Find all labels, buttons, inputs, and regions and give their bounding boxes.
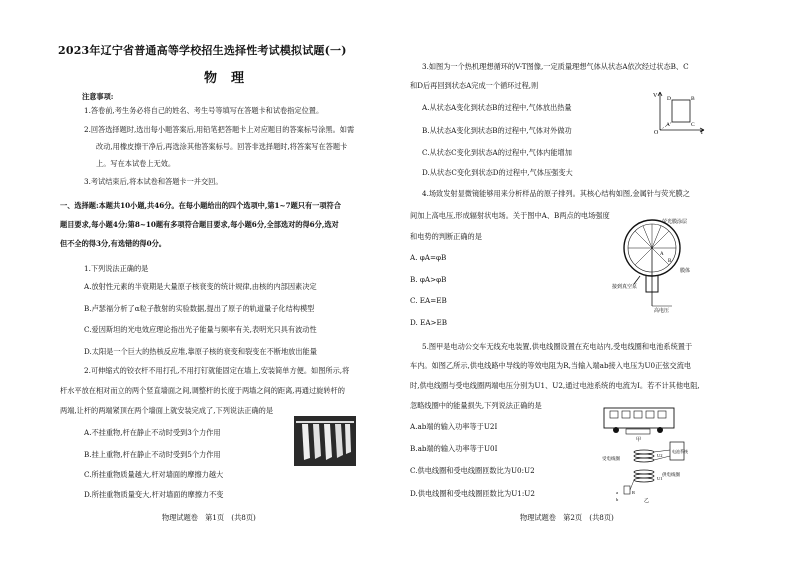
point-a-label: A: [666, 122, 670, 128]
q2-option: C.所挂重物质量越大,杆对墙面的摩擦力越大: [84, 470, 224, 479]
fig-label-supply-coil: 供电线圈: [662, 472, 680, 477]
exam-title: 2023年辽宁省普通高等学校招生选择性考试模拟试题(一): [58, 44, 347, 57]
q5-option: D.供电线圈和受电线圈匝数比为U1:U2: [410, 489, 535, 498]
fig-label-a: A: [660, 252, 664, 257]
notice-line: 1.答卷前,考生务必将自己的姓名、考生号等填写在答题卡和试卷指定位置。: [84, 106, 324, 115]
fig-label-yi: 乙: [644, 499, 650, 504]
wireless-charging-figure: [600, 404, 696, 504]
q4-option: C. EA=EB: [410, 296, 447, 305]
fig-label-a: a: [616, 490, 618, 495]
q2-option: D.所挂重物质量变大,杆对墙面的摩擦力不变: [84, 490, 224, 499]
fig-label-receiver-coil: 受电线圈: [602, 456, 620, 461]
q2-stem-line: 2.可伸缩式的铰衣杆不用打孔,不用打钉就能固定在墙上,安装简单方便。如图所示,将: [84, 366, 350, 375]
q1-option: C.爱因斯坦的光电效应理论指出光子能量与频率有关,表明光只具有波动性: [84, 325, 317, 334]
q4-option: A. φA=φB: [410, 253, 447, 262]
notice-line: 2.回答选择题时,选出每小题答案后,用铅笔把答题卡上对应题目的答案标号涂黑。如需: [84, 125, 355, 134]
notice-line: 3.考试结束后,将本试卷和答题卡一并交回。: [84, 177, 223, 186]
q4-option: D. EA>EB: [410, 318, 448, 327]
subject-title: 物理: [204, 71, 259, 86]
q5-option: A.ab端的输入功率等于U2I: [410, 422, 498, 431]
fig-label-high-voltage: 高电压: [654, 309, 670, 314]
fig-label-b: B: [668, 259, 672, 264]
fig-label-r: R: [632, 490, 636, 495]
point-b-label: B: [691, 96, 695, 102]
q5-option: B.ab端的输入功率等于U0I: [410, 444, 498, 453]
q4-stem-line: 和电势的判断正确的是: [410, 232, 482, 241]
section-line: 但不全的得3分,有选错的得0分。: [60, 239, 166, 248]
q5-stem-line: 忽略线圈中的能量损失,下列说法正确的是: [410, 401, 542, 410]
page-footer: 物理试题卷 第1页 (共8页): [162, 513, 256, 522]
q4-stem-line: 4.场致发射显微镜能够用来分析样品的原子排列。其核心结构如图,金属针与荧光膜之: [422, 189, 690, 198]
q1-stem: 1.下列说法正确的是: [84, 264, 149, 273]
q1-option: B.卢瑟福分析了α粒子散射的实验数据,提出了原子的轨道量子化结构模型: [84, 304, 315, 313]
q4-stem-line: 间加上高电压,形成辐射状电场。关于图中A、B两点的电场强度: [410, 211, 610, 220]
axis-v-label: V: [653, 93, 658, 99]
clothes-rack-photo: [294, 416, 356, 466]
vt-graph: [650, 88, 706, 134]
notice-line: 改动,用橡皮擦干净后,再选涂其他答案标号。回答非选择题时,将答案写在答题卡: [96, 142, 348, 151]
fig-label-battery: 电池系统: [672, 449, 688, 454]
q5-stem-line: 5.图甲是电动公交车无线充电装置,供电线圈设置在充电站内,受电线圈和电池系统置于: [422, 342, 693, 351]
q3-option: C.从状态C变化到状态A的过程中,气体内能增加: [422, 148, 572, 157]
axis-t-label: T: [700, 130, 704, 134]
page-footer: 物理试题卷 第2页 (共8页): [520, 513, 614, 522]
q1-option: D.太阳是一个巨大的热核反应堆,靠原子核的衰变和裂变在不断地放出能量: [84, 347, 317, 356]
point-d-label: D: [667, 96, 671, 102]
origin-label: O: [654, 130, 659, 134]
q3-option: A.从状态A变化到状态B的过程中,气体放出热量: [422, 103, 572, 112]
q2-option: B.挂上重物,杆在静止不动时受到5个力作用: [84, 450, 221, 459]
fig-label-jia: 甲: [636, 438, 642, 443]
q4-option: B. φA>φB: [410, 275, 447, 284]
fig-label-u1: U1: [657, 476, 663, 481]
q2-option: A.不挂重物,杆在静止不动时受到3个力作用: [84, 428, 221, 437]
q2-stem-line: 杆水平放在相对而立的两个竖直墙面之间,调整杆的长度于两墙之间的距离,再通过旋转杆的: [60, 386, 345, 395]
fig-label-film: 膜体: [680, 269, 691, 274]
q2-stem-line: 两端,让杆的两端紧顶在两个墙面上就安装完成了,下列说法正确的是: [60, 406, 274, 415]
fig-label-u2: U2: [657, 453, 663, 458]
q5-stem-line: 时,供电线圈与受电线圈两端电压分别为U1、U2,通过电池系统的电流为I。若不计其他电阻,: [410, 381, 700, 390]
page-right: [400, 0, 794, 561]
q3-stem-line: 3.如图为一个热机理想循环的V-T图像,一定质量理想气体从状态A依次经过状态B、C: [422, 62, 689, 71]
fig-label-coating: 荧光膜涂层: [662, 220, 688, 225]
section-line: 题目要求,每小题4分;第8~10题有多项符合题目要求,每小题6分,全部选对的得6分,选对: [60, 220, 339, 229]
q3-option: D.从状态C变化到状态D的过程中,气体压强变大: [422, 168, 573, 177]
field-emission-microscope-figure: [612, 214, 724, 314]
q5-stem-line: 车内。如图乙所示,供电线路中导线的等效电阻为R,当输入端ab接入电压为U0正弦交流电: [410, 361, 692, 370]
fig-label-vacuum: 接到真空泵: [612, 285, 638, 290]
q1-option: A.放射性元素的半衰期是大量原子核衰变的统计规律,由核的内部因素决定: [84, 282, 317, 291]
fig-label-b: b: [616, 497, 619, 502]
q3-stem-line: 和D后再回到状态A完成一个循环过程,则: [410, 81, 539, 90]
section-line: 一、选择题:本题共10小题,共46分。在每小题给出的四个选项中,第1~7题只有一项符合: [60, 201, 341, 210]
notice-line: 上。写在本试卷上无效。: [96, 159, 176, 168]
q5-option: C.供电线圈和受电线圈匝数比为U0:U2: [410, 466, 535, 475]
q3-option: B.从状态A变化到状态B的过程中,气体对外做功: [422, 126, 572, 135]
notice-heading: 注意事项:: [82, 92, 114, 101]
point-c-label: C: [691, 122, 695, 128]
